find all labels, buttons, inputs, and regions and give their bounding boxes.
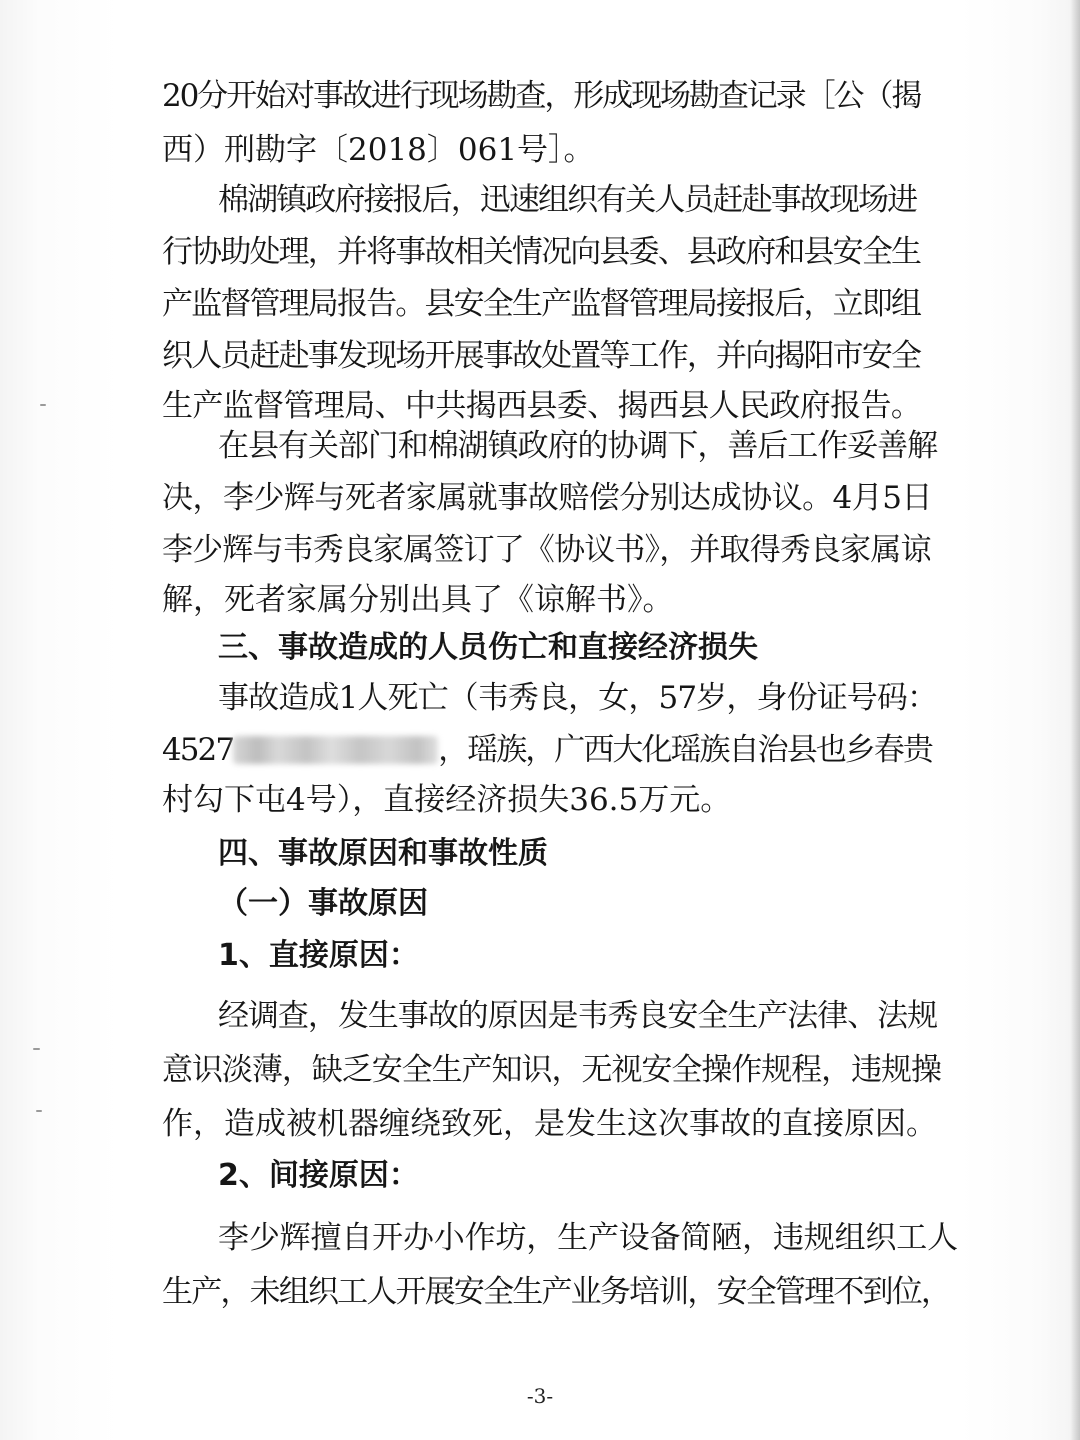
paragraph-line: 李少辉擅自开办小作坊，生产设备简陋，违规组织工人 [218, 1220, 958, 1256]
paragraph-line: 解，死者家属分别出具了《谅解书》。 [162, 582, 674, 618]
paragraph-line: 决，李少辉与死者家属就事故赔偿分别达成协议。4月5日 [162, 480, 932, 516]
paragraph-line: 村勾下屯4号），直接经济损失36.5万元。 [162, 782, 732, 818]
paragraph-line: 经调查，发生事故的原因是韦秀良安全生产法律、法规 [218, 998, 938, 1034]
subsection-heading: 2、间接原因： [218, 1158, 419, 1193]
section-heading: 四、事故原因和事故性质 [218, 836, 548, 871]
paragraph-line: 作，造成被机器缠绕致死，是发生这次事故的直接原因。 [162, 1106, 937, 1142]
paragraph-line: 织人员赶赴事发现场开展事故处置等工作，并向揭阳市安全 [162, 338, 921, 374]
scan-speck [40, 404, 46, 406]
paragraph-line: 西）刑勘字〔2018〕061号］。 [162, 132, 595, 168]
redacted-id-number [233, 736, 438, 764]
subsection-heading: （一）事故原因 [218, 886, 428, 921]
paragraph-line: 4527 ，瑶族，广西大化瑶族自治县也乡春贵 [162, 732, 932, 768]
paragraph-line: 棉湖镇政府接报后，迅速组织有关人员赶赴事故现场进 [218, 182, 917, 218]
paragraph-line: 行协助处理，并将事故相关情况向县委、县政府和县安全生 [162, 234, 921, 270]
page-edge-shadow [1070, 0, 1080, 1440]
paragraph-line: 事故造成1人死亡（韦秀良，女，57岁，身份证号码： [218, 680, 938, 716]
paragraph-line: 生产，未组织工人开展安全生产业务培训，安全管理不到位， [162, 1274, 951, 1310]
paragraph-line: 生产监督管理局、中共揭西县委、揭西县人民政府报告。 [162, 388, 922, 424]
paragraph-line: 意识淡薄，缺乏安全生产知识，无视安全操作规程，违规操 [162, 1052, 941, 1088]
section-heading: 三、事故造成的人员伤亡和直接经济损失 [218, 630, 758, 665]
paragraph-line: 产监督管理局报告。县安全生产监督管理局接报后，立即组 [162, 286, 921, 322]
paragraph-line: 20分开始对事故进行现场勘查，形成现场勘查记录［公（揭 [162, 78, 921, 114]
subsection-heading: 1、直接原因： [218, 938, 419, 973]
paragraph-line: 在县有关部门和棉湖镇政府的协调下，善后工作妥善解 [218, 428, 938, 464]
page-number: -3- [526, 1384, 554, 1408]
scan-speck [36, 1110, 42, 1112]
scan-speck [33, 1048, 40, 1050]
paragraph-line: 李少辉与韦秀良家属签订了《协议书》，并取得秀良家属谅 [162, 532, 931, 568]
